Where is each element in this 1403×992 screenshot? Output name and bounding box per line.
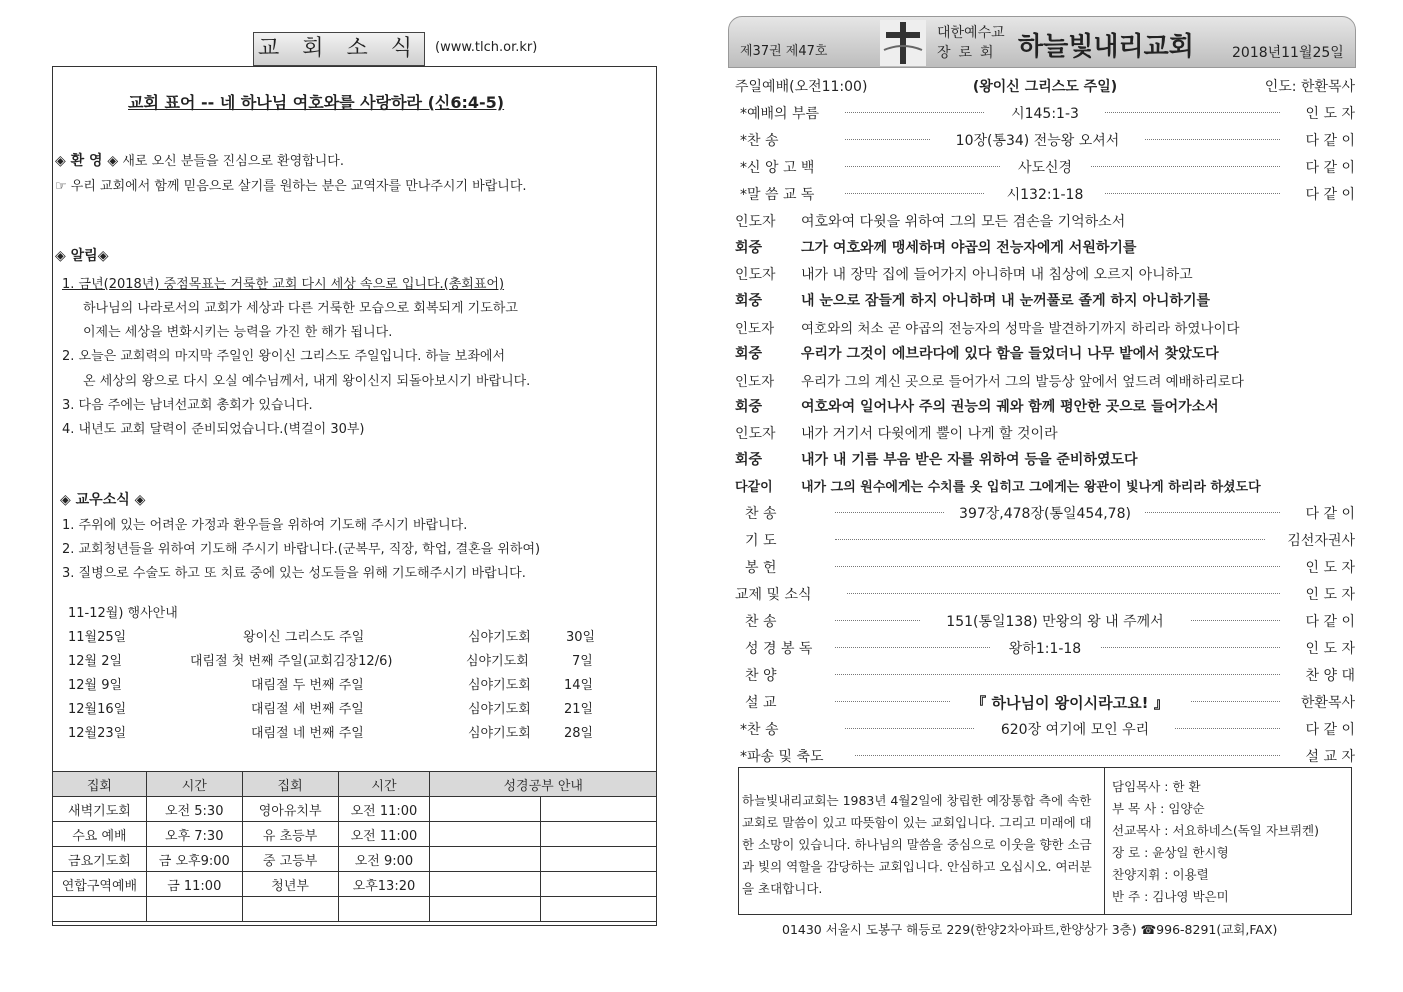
table-header: 시간 [146,772,242,797]
table-cell [338,897,430,922]
schedule-event: 왕이신 그리스도 주일 [243,630,365,645]
table-cell [53,897,147,922]
schedule-meeting: 심야기도회 [468,726,531,741]
table-header: 집회 [242,772,338,797]
order-item: *파송 및 축도 [740,749,824,765]
schedule-event: 대림절 첫 번째 주일(교회김장12/6) [190,654,393,669]
order-item: 기 도 [745,533,777,549]
table-cell [242,897,338,922]
church-motto: 교회 표어 -- 네 하나님 여호와를 사랑하라 (신6:4-5) [128,93,505,112]
table-row [53,822,657,847]
order-content: 151(통일138) 만왕의 왕 내 주께서 [920,611,1190,631]
denomination-line-2: 장로회 [937,45,1002,61]
table-cell [146,897,242,922]
staff-list [1112,776,1319,908]
reading-speaker: 인도자 [735,267,776,283]
welcome-note: ☞ 우리 교회에서 함께 믿음으로 살기를 원하는 분은 교역자를 만나주시기 바랍니다. [55,179,527,194]
reading-text: 여호와여 일어나사 주의 권능의 궤와 함께 평안한 곳으로 들어가소서 [801,399,1219,415]
notice-item: 4. 내년도 교회 달력이 준비되었습니다.(벽걸이 30부) [62,422,365,437]
table-header-row [53,772,657,797]
schedule-date: 12월16일 [68,702,127,717]
order-item: 성 경 봉 독 [745,641,813,657]
notice-item: 하나님의 나라로서의 교회가 세상과 다른 거룩한 모습으로 회복되게 기도하고 [83,301,518,316]
info-divider [1104,768,1105,914]
schedule-day: 28일 [564,726,594,741]
order-by: 다 같 이 [1306,503,1355,523]
order-content: 10장(통34) 전능왕 오셔서 [930,130,1145,150]
table-cell: 오후13:20 [338,872,430,897]
order-by: 김선자권사 [1287,530,1355,550]
order-item: *말 씀 교 독 [740,187,815,203]
order-by: 인 도 자 [1306,584,1355,604]
table-row [53,897,657,922]
order-by: 인 도 자 [1306,557,1355,577]
table-cell: 유 초등부 [242,822,338,847]
reading-speaker: 인도자 [735,426,776,442]
order-content: 620장 여기에 모인 우리 [975,719,1175,739]
table-header: 집회 [53,772,147,797]
order-by: 한환목사 [1301,692,1355,712]
table-cell: 영아유치부 [242,797,338,822]
reading-text: 여호와의 처소 곧 야곱의 전능자의 성막을 발견하기까지 하리라 하였나이다 [801,321,1240,337]
schedule-meeting: 심야기도회 [468,630,531,645]
reading-speaker: 인도자 [735,214,776,230]
table-cell [541,872,657,897]
service-leader: 인도: 한환목사 [1264,79,1355,95]
schedule-day: 30일 [566,630,596,645]
order-by: 다 같 이 [1306,157,1355,177]
leader-dots [847,593,1280,594]
reading-text: 내가 내 장막 집에 들어가지 아니하며 내 침상에 오르지 아니하고 [801,267,1193,283]
order-item: 설 교 [745,695,777,711]
reading-speaker: 다같이 [735,480,773,495]
leader-dots [835,566,1280,567]
table-cell: 금요기도회 [53,847,147,872]
leader-dots [835,539,1265,540]
reading-text: 내 눈으로 잠들게 하지 아니하며 내 눈꺼풀로 졸게 하지 아니하기를 [801,293,1211,309]
table-cell [430,847,541,872]
order-content: 시145:1-3 [985,103,1105,123]
table-cell: 수요 예배 [53,822,147,847]
cross-icon [880,20,926,66]
leader-dots [855,755,1280,756]
service-time: 주일예배(오전11:00) [735,79,868,95]
table-cell [430,897,541,922]
order-by: 인 도 자 [1306,638,1355,658]
table-cell: 중 고등부 [242,847,338,872]
notice-heading: ◈ 알림◈ [55,248,109,264]
denomination-line-1: 대한예수교 [937,25,1005,41]
schedule-meeting: 심야기도회 [468,678,531,693]
schedule-date: 12월 2일 [68,654,123,669]
order-content: 397장,478장(통일454,78) [945,503,1145,523]
order-item: 교제 및 소식 [735,587,812,603]
table-cell [430,872,541,897]
table-cell [541,822,657,847]
schedule-date: 12월 9일 [68,678,123,693]
schedule-title: 11-12월) 행사안내 [68,606,178,621]
church-introduction: 하늘빛내리교회는 1983년 4월2일에 창립한 예장통합 측에 속한 교회로 말씀이 있고 따뜻함이 있는 교회입니다. 그리고 미래에 대한 소망이 있습니다. 하나님의 말씀을 중심으로 이웃을 향한 소금과 빛의 역할을 감당하는 교회입니다. 안심하고 오십시오. 여러분을 초대합니다. [742,793,1092,896]
notice-item: 온 세상의 왕으로 다시 오실 예수님께서, 내게 왕이신지 되돌아보시기 바랍니다. [83,374,531,389]
notice-item: 2. 오늘은 교회력의 마지막 주일인 왕이신 그리스도 주일입니다. 하늘 보좌에서 [62,349,506,364]
table-cell: 오후 7:30 [146,822,242,847]
prayer-item: 3. 질병으로 수술도 하고 또 치료 중에 있는 성도들을 위해 기도해주시기 바랍니다. [62,566,526,581]
prayer-heading: ◈ 교우소식 ◈ [60,492,146,508]
table-cell: 오전 11:00 [338,822,430,847]
schedule-day: 14일 [564,678,594,693]
table-cell [430,822,541,847]
order-item: 찬 송 [745,506,777,522]
table-cell: 청년부 [242,872,338,897]
meeting-times-table [52,771,657,922]
welcome-text: 새로 오신 분들을 진심으로 환영합니다. [122,154,344,169]
reading-speaker: 인도자 [735,321,775,337]
church-name: 하늘빛내리교회 [1018,32,1194,62]
leader-dots [835,674,1280,675]
reading-speaker: 회중 [735,240,763,256]
table-cell [541,847,657,872]
schedule-meeting: 심야기도회 [466,654,529,669]
order-by: 설 교 자 [1306,746,1355,766]
order-item: 봉 헌 [745,560,777,576]
table-row [53,847,657,872]
order-item: 찬 양 [745,668,777,684]
event-schedule [68,602,608,746]
table-cell: 금 오후9:00 [146,847,242,872]
order-item: *찬 송 [740,722,779,738]
notice-item: 이제는 세상을 변화시키는 능력을 가진 한 해가 됩니다. [83,325,393,340]
table-cell [541,897,657,922]
staff-item: 찬양지휘 : 이용렬 [1112,867,1209,882]
website-url[interactable]: (www.tlch.or.kr) [435,40,538,55]
order-by: 다 같 이 [1306,719,1355,739]
reading-text: 우리가 그것이 에브라다에 있다 함을 들었더니 나무 밭에서 찾았도다 [801,346,1219,362]
schedule-event: 대림절 세 번째 주일 [251,702,364,717]
welcome-section [55,150,344,170]
reading-text: 내가 내 기름 부음 받은 자를 위하여 등을 준비하였도다 [801,452,1138,468]
order-by: 다 같 이 [1306,130,1355,150]
schedule-row [68,650,608,674]
church-address: 01430 서울시 도봉구 해등로 229(한양2차아파트,한양상가 3층) ☎996-8291(교회,FAX) [782,922,1278,937]
order-content: 사도신경 [1000,157,1090,177]
reading-speaker: 회중 [735,346,763,362]
table-cell: 금 11:00 [146,872,242,897]
reading-text: 그가 여호와께 맹세하며 야곱의 전능자에게 서원하기를 [801,240,1137,256]
table-cell: 오전 9:00 [338,847,430,872]
order-content: 왕하1:1-18 [990,638,1100,658]
order-by: 인 도 자 [1306,103,1355,123]
reading-speaker: 인도자 [735,374,775,390]
reading-speaker: 회중 [735,399,763,415]
schedule-row [68,698,608,722]
news-title: 교 회 소 식 [253,32,425,66]
schedule-day: 21일 [564,702,594,717]
reading-text: 여호와여 다윗을 위하여 그의 모든 겸손을 기억하소서 [801,214,1126,230]
bulletin-date: 2018년11월25일 [1232,45,1344,61]
order-content: 시132:1-18 [985,184,1105,204]
order-by: 다 같 이 [1306,184,1355,204]
table-cell: 새벽기도회 [53,797,147,822]
order-by: 찬 양 대 [1306,665,1355,685]
table-header: 시간 [338,772,430,797]
schedule-day: 7일 [572,654,593,669]
order-item: *예배의 부름 [740,106,820,122]
prayer-item: 1. 주위에 있는 어려운 가정과 환우들을 위하여 기도해 주시기 바랍니다. [62,518,468,533]
table-cell: 오전 11:00 [338,797,430,822]
notice-item: 1. 금년(2018년) 중점목표는 거룩한 교회 다시 세상 속으로 입니다.(총회표어) [62,277,505,292]
staff-item: 부 목 사 : 임양순 [1112,801,1205,816]
schedule-row [68,722,608,746]
schedule-meeting: 심야기도회 [468,702,531,717]
table-header: 성경공부 안내 [430,772,657,797]
order-item: *신 앙 고 백 [740,160,815,176]
schedule-row [68,626,608,650]
prayer-item: 2. 교회청년들을 위하여 기도해 주시기 바랍니다.(군복무, 직장, 학업, 결혼을 위하여) [62,542,541,557]
staff-item: 담임목사 : 한 환 [1112,779,1201,794]
order-by: 다 같 이 [1306,611,1355,631]
reading-text: 우리가 그의 계신 곳으로 들어가서 그의 발등상 앞에서 엎드려 예배하리로다 [801,374,1244,390]
schedule-date: 12월23일 [68,726,127,741]
order-item: 찬 송 [745,614,777,630]
staff-item: 장 로 : 윤상일 한시형 [1112,845,1229,860]
volume-number: 제37권 제47호 [740,44,828,59]
table-row [53,872,657,897]
reading-speaker: 회중 [735,452,763,468]
staff-item: 반 주 : 김나영 박은미 [1112,889,1229,904]
table-cell: 오전 5:30 [146,797,242,822]
schedule-date: 11월25일 [68,630,127,645]
reading-text: 내가 거기서 다윗에게 뿔이 나게 할 것이라 [801,426,1058,442]
welcome-heading: ◈ 환 영 ◈ [55,153,119,169]
table-cell [430,797,541,822]
order-item: *찬 송 [740,133,779,149]
schedule-row [68,674,608,698]
reading-text: 내가 그의 원수에게는 수치를 옷 입히고 그에게는 왕관이 빛나게 하리라 하셨도다 [801,480,1261,495]
schedule-event: 대림절 두 번째 주일 [251,678,364,693]
sermon-title: 『 하나님이 왕이시라고요! 』 [950,692,1190,713]
table-cell [541,797,657,822]
schedule-event: 대림절 네 번째 주일 [251,726,364,741]
notice-item: 3. 다음 주에는 남녀선교회 총회가 있습니다. [62,398,313,413]
table-row [53,797,657,822]
staff-item: 선교목사 : 서요하네스(독일 자브뤼켄) [1112,823,1320,838]
service-theme: (왕이신 그리스도 주일) [972,79,1118,95]
reading-speaker: 회중 [735,293,763,309]
table-cell: 연합구역예배 [53,872,147,897]
